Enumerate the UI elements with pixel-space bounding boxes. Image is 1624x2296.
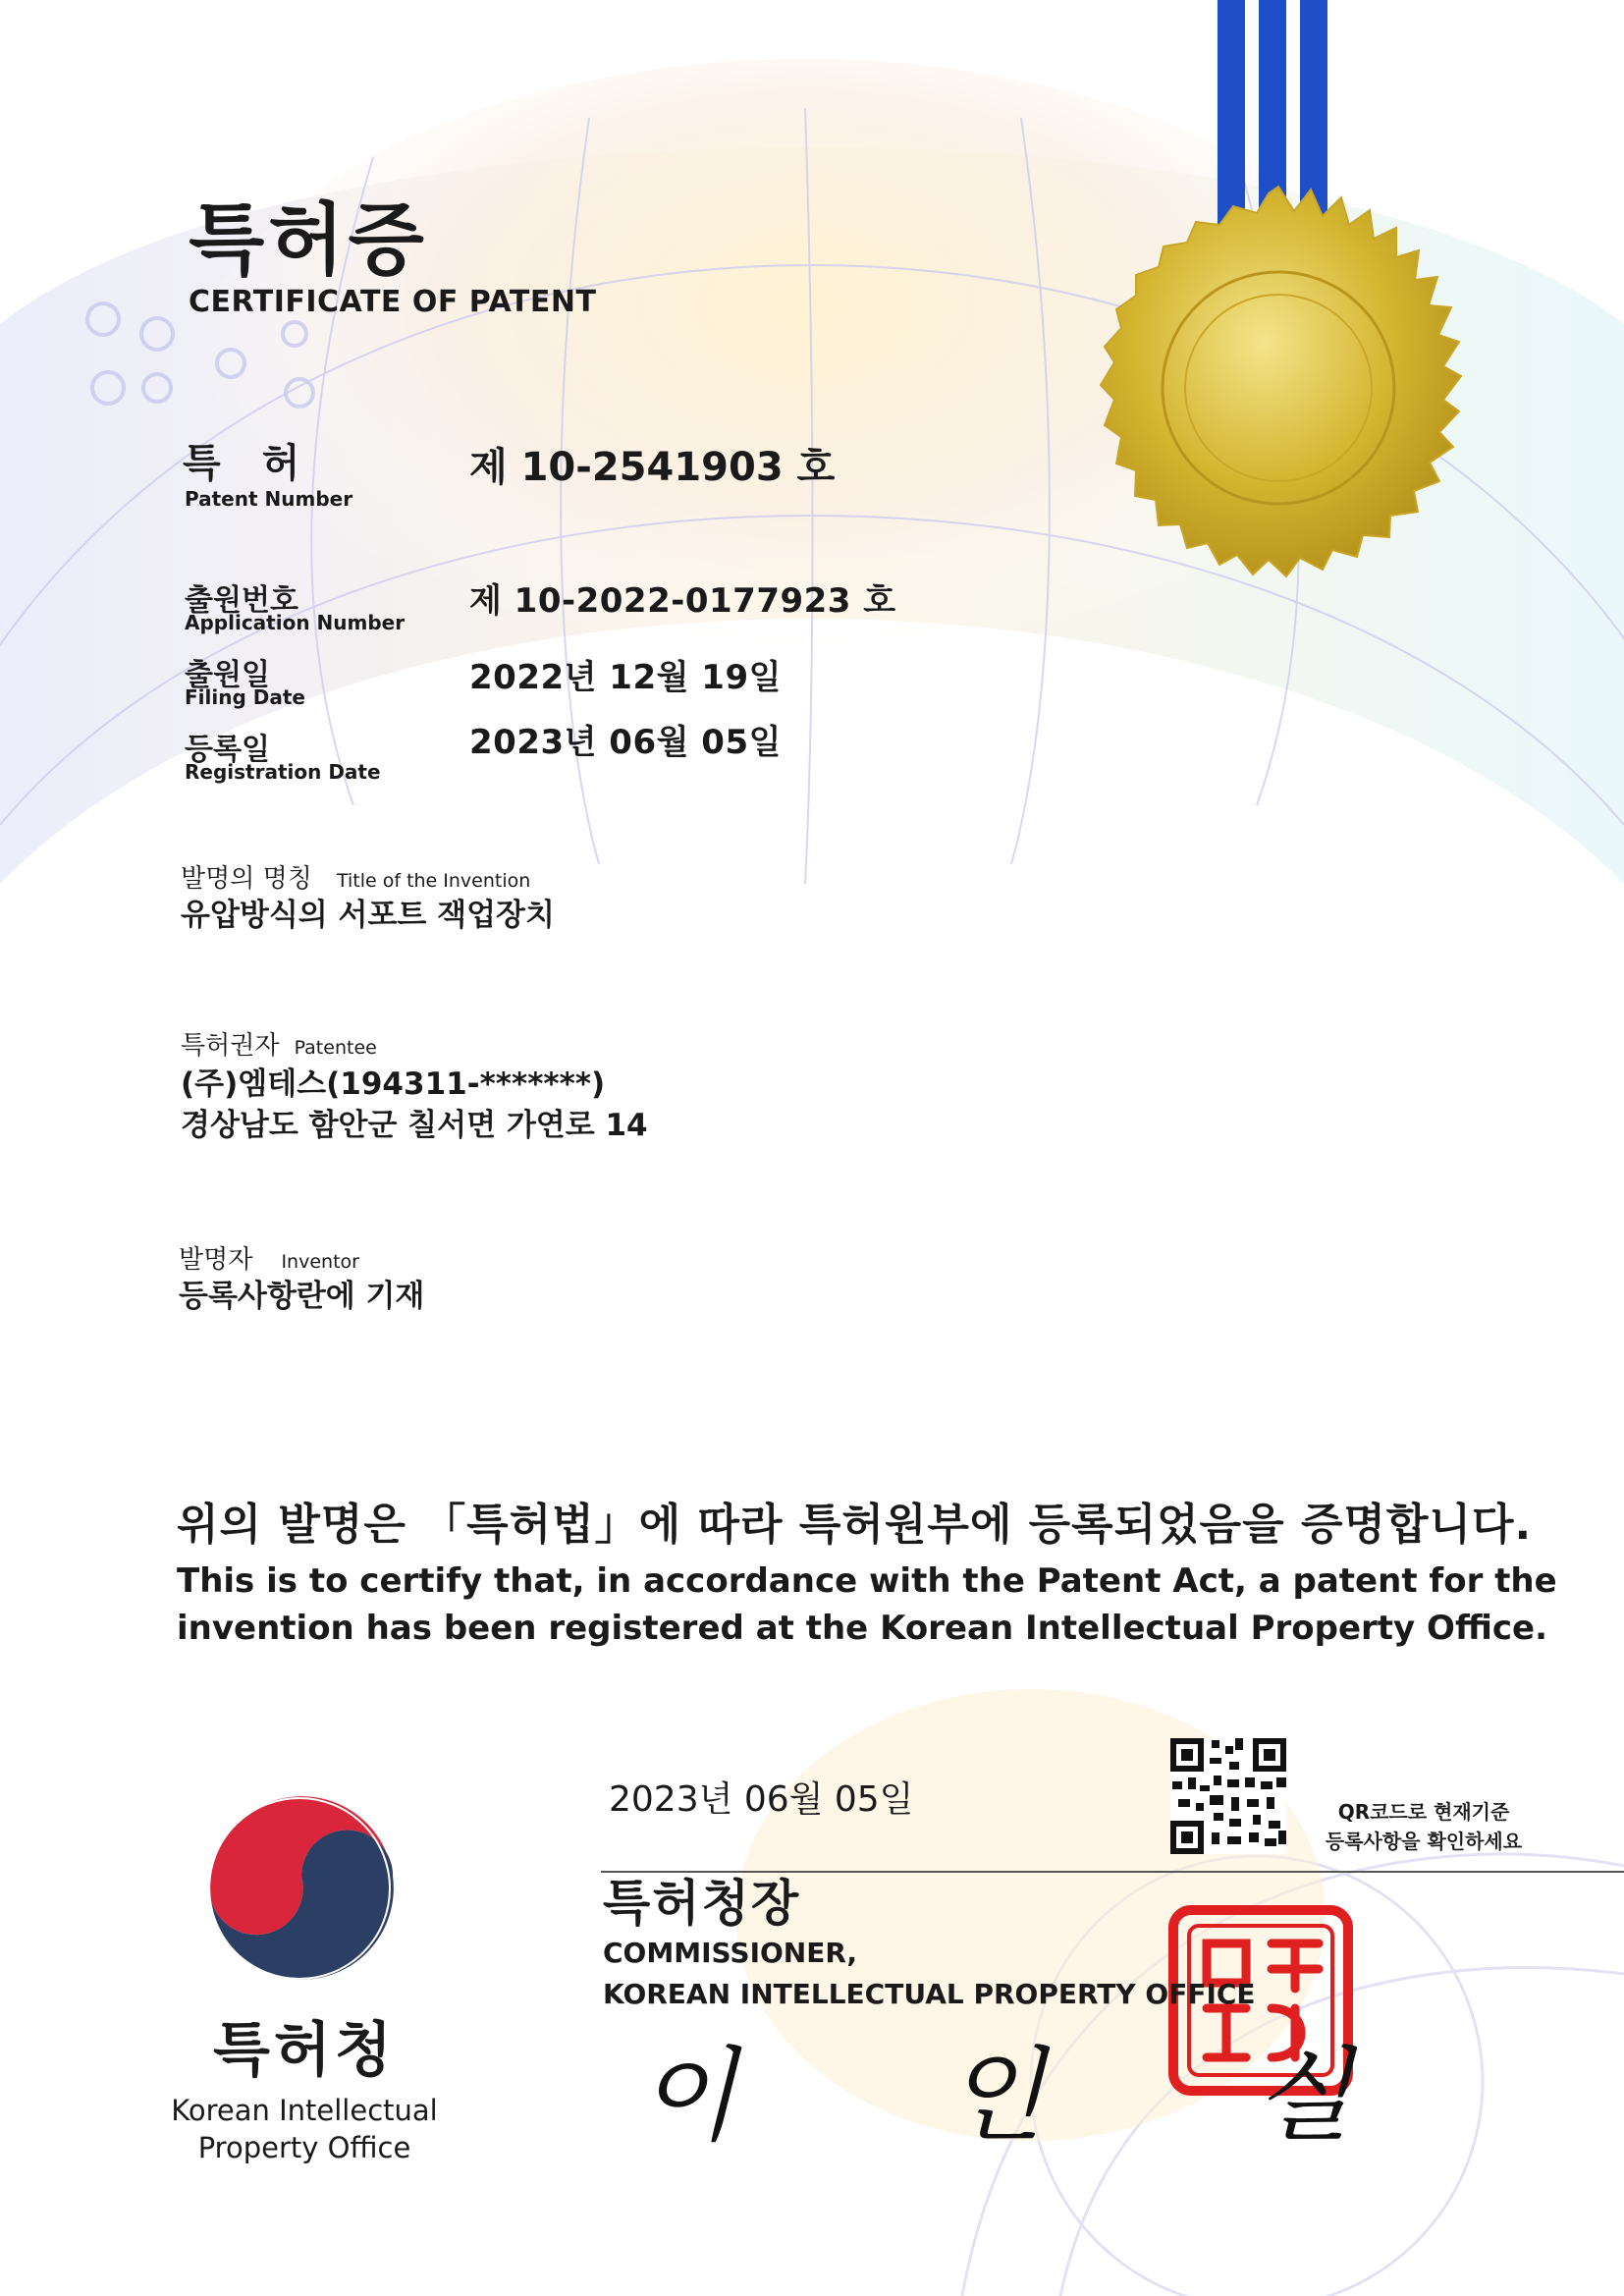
registration-date-label-en: Registration Date — [185, 760, 381, 784]
qr-note-line1: QR코드로 현재기준 — [1337, 1800, 1510, 1824]
filing-date-label-ko: 출원일 — [185, 658, 270, 692]
patent-number-label-en: Patent Number — [185, 487, 353, 511]
patentee-label-en: Patentee — [294, 1037, 377, 1059]
registration-date-label-ko: 등록일 — [185, 733, 270, 767]
invention-title-value: 유압방식의 서포트 잭업장치 — [181, 898, 555, 933]
invention-label-ko: 발명의 명칭 — [181, 864, 312, 894]
patent-number-value: 제 10-2541903 호 — [469, 445, 836, 490]
patentee-address: 경상남도 함안군 칠서면 가연로 14 — [181, 1108, 648, 1143]
commissioner-signature: 이 인 실 — [638, 2036, 1441, 2156]
patentee-name: (주)엠테스(194311-*******) — [181, 1066, 606, 1102]
office-name-en — [147, 2092, 461, 2166]
application-number-value: 제 10-2022-0177923 호 — [469, 581, 896, 621]
patent-number-label-ko: 특 허 — [183, 441, 314, 486]
commissioner-title-en-line1: COMMISSIONER, — [603, 1937, 858, 1969]
issue-date: 2023년 06월 05일 — [609, 1779, 914, 1820]
inventor-value: 등록사항란에 기재 — [179, 1279, 425, 1314]
office-name-en-line2: Property Office — [197, 2131, 411, 2164]
inventor-label-ko: 발명자 — [179, 1245, 253, 1275]
patentee-label — [181, 1025, 377, 1062]
qr-note-line2: 등록사항을 확인하세요 — [1325, 1830, 1523, 1853]
inventor-label — [179, 1239, 359, 1276]
certification-statement-ko: 위의 발명은 「특허법」에 따라 특허원부에 등록되었음을 증명합니다. — [177, 1500, 1533, 1550]
filing-date-label-en: Filing Date — [185, 685, 305, 709]
application-number-label-ko: 출원번호 — [185, 583, 298, 618]
application-number-label-en: Application Number — [185, 611, 406, 634]
taegeuk-icon — [209, 1796, 394, 1980]
office-name-en-line1: Korean Intellectual — [171, 2094, 438, 2127]
certification-statement-en-line1: This is to certify that, in accordance with the Patent Act, a patent for the — [177, 1561, 1557, 1601]
patentee-label-ko: 특허권자 — [181, 1031, 280, 1061]
office-name-ko: 특허청 — [213, 2016, 396, 2085]
inventor-label-en: Inventor — [281, 1251, 359, 1273]
invention-label — [181, 858, 530, 895]
certificate-title-en: CERTIFICATE OF PATENT — [189, 285, 597, 319]
qr-code — [1170, 1738, 1286, 1854]
commissioner-title-ko: 특허청장 — [603, 1875, 801, 1932]
certificate-title-ko: 특허증 — [189, 194, 428, 286]
qr-note — [1306, 1797, 1542, 1856]
filing-date-value: 2022년 12월 19일 — [469, 658, 782, 697]
commissioner-title-en-line2: KOREAN INTELLECTUAL PROPERTY OFFICE — [603, 1978, 1256, 2010]
invention-label-en: Title of the Invention — [336, 870, 531, 892]
certification-statement-en-line2: invention has been registered at the Korean Intellectual Property Office. — [177, 1609, 1547, 1648]
registration-date-value: 2023년 06월 05일 — [469, 723, 782, 762]
